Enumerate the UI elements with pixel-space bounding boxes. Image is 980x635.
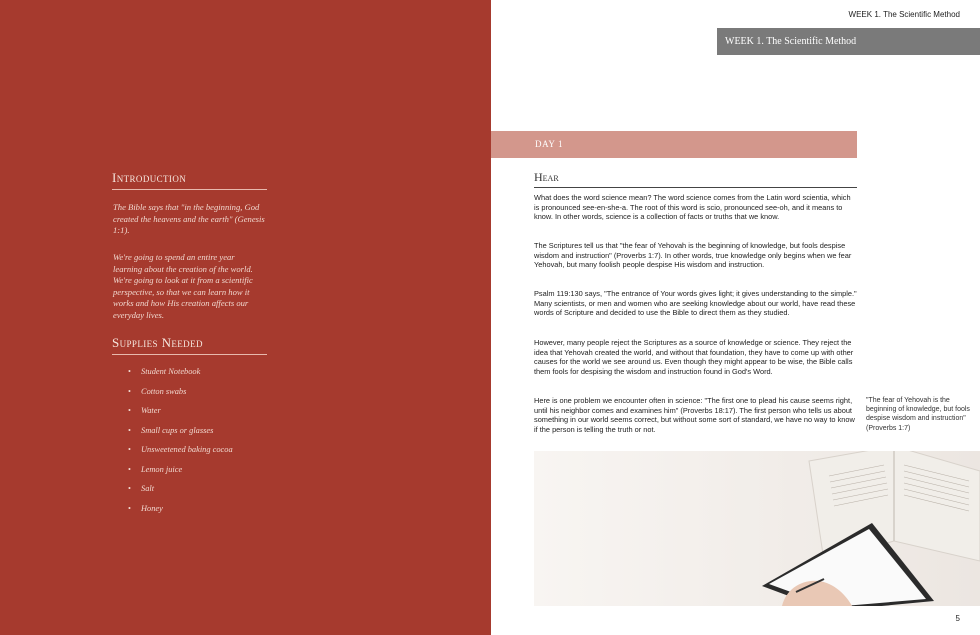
body-paragraph-5: Here is one problem we encounter often in science: "The first one to plead his cause seems right, until his neighbor comes and examines him" (Proverbs 18:17). The first person who tells us about something in our world seems correct, but without some sort of standard, we have no way to know if the person is telling the truth or not. <box>534 396 855 434</box>
list-item: • Cotton swabs <box>128 386 187 396</box>
sidebar-quote: "The fear of Yehovah is the beginning of knowledge, but fools despise wisdom and instruction" (Proverbs 1:7) <box>866 397 970 432</box>
introduction-paragraph-1: The Bible says that "in the beginning, God created the heavens and the earth" (Genesis 1:1). <box>113 202 265 235</box>
day-label-bar <box>491 131 857 158</box>
bullet-icon: • <box>128 367 131 376</box>
body-paragraph-2: The Scriptures tell us that "the fear of Yehovah is the beginning of knowledge, but fools despise wisdom and instruction" (Proverbs 1:7). In other words, true knowledge only begins when we fear Yehovah, but many foolish people despise His wisdom and instruction. <box>534 241 852 270</box>
list-item: • Honey <box>128 503 163 513</box>
list-item: • Small cups or glasses <box>128 425 214 435</box>
section-title: Hear <box>534 170 857 188</box>
bullet-icon: • <box>128 406 131 415</box>
list-item: • Student Notebook <box>128 367 201 376</box>
bullet-icon: • <box>128 503 131 513</box>
body-paragraph-4: However, many people reject the Scriptures as a source of knowledge or science. They reject the idea that Yehovah created the world, and without that foundation, they have to come up with other causes for the world we see around us. Even though they might appear to be wise, the Bible calls them fools for despising the wisdom and instruction found in God's Word. <box>534 338 854 376</box>
photo-illustration <box>534 451 980 606</box>
introduction-heading: Introduction <box>112 170 267 190</box>
list-item: • Water <box>128 406 161 415</box>
introduction-paragraph-2: We're going to spend an entire year learning about the creation of the world. We're going to look at it from a scientific perspective, so that we can learn how it works and how His creation affects our everyday lives. <box>113 252 253 320</box>
bullet-icon: • <box>128 484 131 493</box>
bullet-icon: • <box>128 464 131 474</box>
day-label: DAY 1 <box>535 139 564 149</box>
supplies-heading: Supplies Needed <box>112 335 267 355</box>
page-number: 5 <box>955 614 960 623</box>
week-title: WEEK 1. The Scientific Method <box>725 36 857 47</box>
week-title-bar <box>717 28 980 55</box>
bible-notebook-photo <box>534 451 980 606</box>
bullet-icon: • <box>128 425 131 435</box>
running-header: WEEK 1. The Scientific Method <box>848 10 960 19</box>
bullet-icon: • <box>128 386 131 396</box>
body-paragraph-1: What does the word science mean? The word science comes from the Latin word scientia, which is pronounced see-en-she-a. The root of this word is scio, pronounced see-oh, and it means to know. In other words, science is a collection of facts or truths that we know. <box>534 193 851 222</box>
list-item: • Unsweetened baking cocoa <box>128 445 233 454</box>
body-paragraph-3: Psalm 119:130 says, "The entrance of Your words gives light; it gives understanding to the simple." Many scientists, or men and women who are seeking knowledge about our world, have read these words of Scripture and decided to use the Bible to direct them as they studied. <box>534 289 857 318</box>
list-item: • Salt <box>128 484 155 493</box>
supplies-list <box>128 366 233 522</box>
list-item: • Lemon juice <box>128 464 183 474</box>
bullet-icon: • <box>128 445 131 454</box>
